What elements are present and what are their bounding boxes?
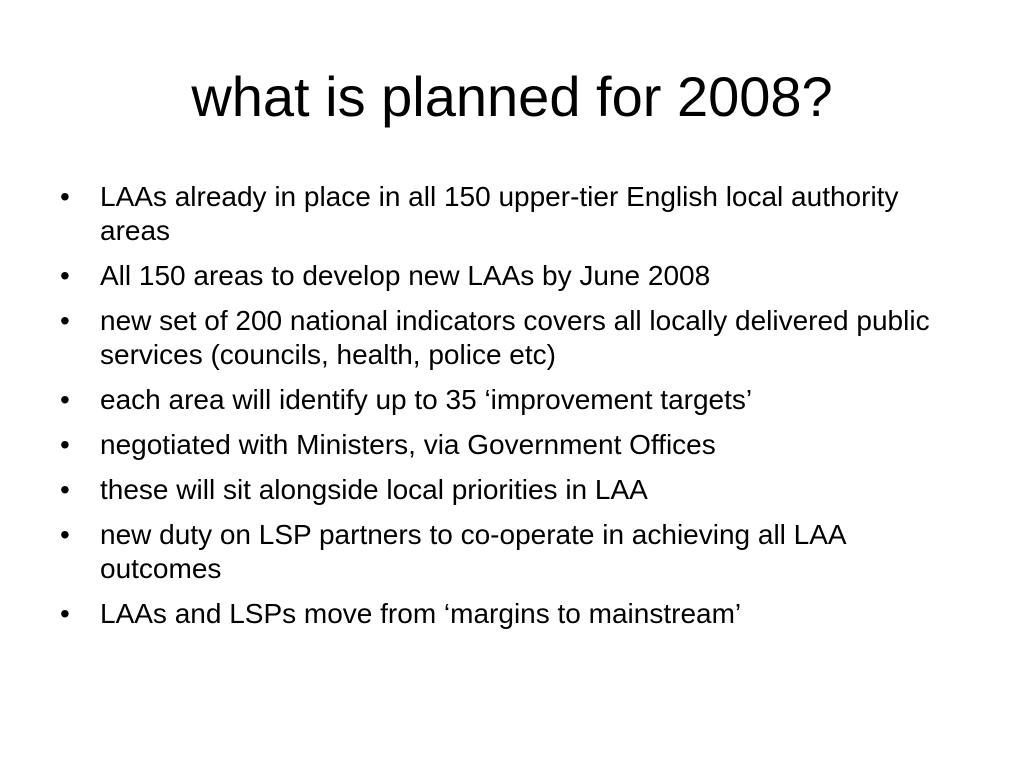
bullet-item [60, 180, 960, 248]
bullet-text: LAAs already in place in all 150 upper-tier English local authority areas [100, 181, 899, 246]
bullet-icon: • [60, 260, 70, 291]
bullet-icon: • [60, 598, 70, 629]
bullet-text: each area will identify up to 35 ‘improvement targets’ [100, 384, 753, 415]
bullet-icon: • [60, 474, 70, 505]
bullet-item [60, 428, 960, 462]
bullet-item [60, 304, 960, 372]
bullet-text: LAAs and LSPs move from ‘margins to mainstream’ [100, 598, 742, 629]
bullet-icon: • [60, 181, 70, 212]
bullet-icon: • [60, 305, 70, 336]
bullet-text: negotiated with Ministers, via Government Offices [100, 429, 716, 460]
bullet-text: these will sit alongside local priorities in LAA [100, 474, 648, 505]
bullet-item [60, 597, 960, 631]
bullet-item [60, 518, 960, 586]
bullet-item [60, 383, 960, 417]
bullet-text: All 150 areas to develop new LAAs by June 2008 [100, 260, 711, 291]
bullet-text: new set of 200 national indicators covers all locally delivered public services (councils, health, police etc) [100, 305, 930, 370]
bullet-item [60, 259, 960, 293]
bullet-list [60, 180, 960, 642]
bullet-icon: • [60, 519, 70, 550]
slide-title: what is planned for 2008? [191, 65, 833, 128]
bullet-item [60, 473, 960, 507]
bullet-icon: • [60, 429, 70, 460]
bullet-text: new duty on LSP partners to co-operate in achieving all LAA outcomes [100, 519, 846, 584]
bullet-icon: • [60, 384, 70, 415]
